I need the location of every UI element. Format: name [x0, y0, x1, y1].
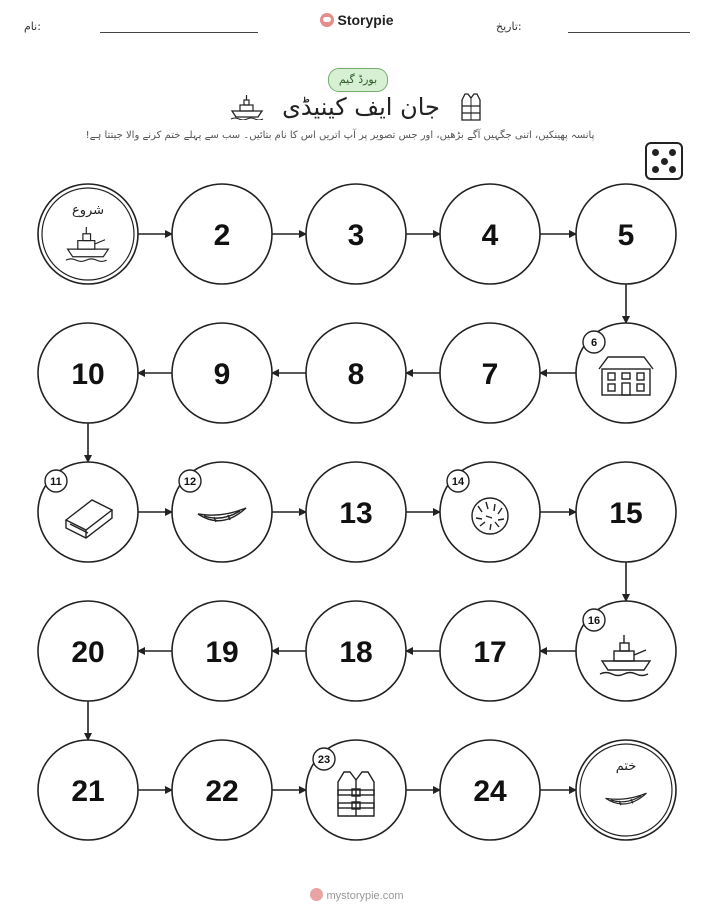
instructions: پانسہ پھینکیں، اتنی جگہیں آگے بڑھیں، اور جس تصویر پر آپ اتریں اس کا نام بتائیں۔ سب سے پہلے ختم کرنے والا جیتتا ہے!: [85, 130, 595, 141]
board-cell-16: [576, 601, 676, 701]
storypie-footer-logo-icon: [310, 888, 323, 901]
board-cell-25: [576, 740, 676, 840]
cell-number: 2: [213, 219, 231, 252]
start-label: شروع: [71, 203, 105, 218]
footer: [0, 888, 714, 902]
cell-number: 20: [71, 636, 105, 669]
board-cell-6: [576, 323, 676, 423]
footer-text: mystorypie.com: [326, 890, 404, 902]
board-cell-2: [172, 184, 272, 284]
cell-number: 13: [339, 497, 373, 530]
board-cell-24: [440, 740, 540, 840]
board-cell-12: [172, 462, 272, 562]
board-cell-23: [306, 740, 406, 840]
board-cell-1: [38, 184, 138, 284]
cell-number: 19: [205, 636, 239, 669]
board-cell-20: [38, 601, 138, 701]
cell-number: 24: [473, 775, 507, 808]
board-cell-3: [306, 184, 406, 284]
date-label: تاریخ:: [496, 20, 522, 33]
board-cell-14: [440, 462, 540, 562]
board-cell-22: [172, 740, 272, 840]
board-cell-18: [306, 601, 406, 701]
cell-number: 6: [590, 337, 598, 349]
board-cell-11: [38, 462, 138, 562]
cell-number: 10: [71, 358, 105, 391]
board-cell-21: [38, 740, 138, 840]
cell-number: 17: [473, 636, 507, 669]
board-cell-15: [576, 462, 676, 562]
board-cell-9: [172, 323, 272, 423]
cell-number: 14: [451, 476, 465, 488]
cell-number: 22: [205, 775, 239, 808]
cell-number: 4: [481, 219, 499, 252]
cell-number: 12: [183, 476, 197, 488]
cell-number: 23: [317, 754, 331, 766]
board-cell-4: [440, 184, 540, 284]
brand-text: Storypie: [337, 12, 394, 28]
cell-number: 16: [587, 615, 601, 627]
board-cell-8: [306, 323, 406, 423]
cell-number: 21: [71, 775, 105, 808]
cell-number: 5: [617, 219, 635, 252]
board-cell-5: [576, 184, 676, 284]
cell-number: 11: [50, 476, 62, 488]
finish-label: ختم: [615, 759, 637, 774]
name-label: نام:: [24, 20, 41, 33]
cell-number: 9: [213, 358, 231, 391]
board-cell-17: [440, 601, 540, 701]
board-cell-10: [38, 323, 138, 423]
cell-number: 15: [609, 497, 643, 530]
cell-number: 8: [347, 358, 365, 391]
title-text: جان ایف کینیڈی: [282, 93, 440, 121]
board-cell-13: [306, 462, 406, 562]
cell-number: 18: [339, 636, 373, 669]
cell-number: 3: [347, 219, 365, 252]
board-cell-19: [172, 601, 272, 701]
cell-number: 7: [481, 358, 499, 391]
category-badge: بورڈ گیم: [328, 68, 388, 92]
board-cell-7: [440, 323, 540, 423]
